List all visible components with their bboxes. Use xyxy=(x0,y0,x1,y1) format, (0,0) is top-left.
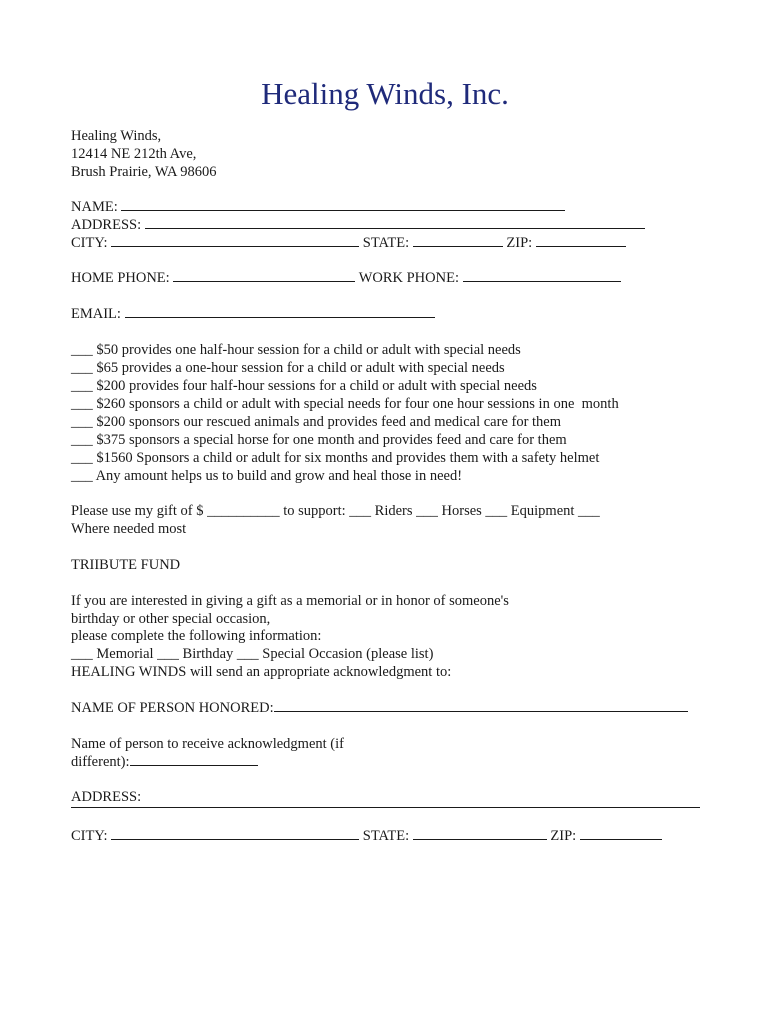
city-field[interactable] xyxy=(111,234,359,247)
tribute-heading: TRIIBUTE FUND xyxy=(71,557,181,573)
giving-option[interactable]: ___ Any amount helps us to build and grow and heal those in need! xyxy=(71,468,463,484)
honoree-state-label: STATE: xyxy=(362,828,410,844)
giving-option[interactable]: ___ $260 sponsors a child or adult with special needs for four one hour sessions in one month xyxy=(71,396,619,412)
name-label: NAME: xyxy=(71,199,118,215)
state-field[interactable] xyxy=(413,234,503,247)
city-label: CITY: xyxy=(71,235,108,251)
honoree-city-label: CITY: xyxy=(71,828,108,844)
giving-option[interactable]: ___ $1560 Sponsors a child or adult for six months and provides them with a safety helmet xyxy=(71,450,600,466)
address-row xyxy=(71,216,645,234)
gift-use-line[interactable]: Please use my gift of $ __________ to support: ___ Riders ___ Horses ___ Equipment ___ xyxy=(71,503,600,519)
org-name-line: Healing Winds, xyxy=(71,128,162,144)
honoree-city-field[interactable] xyxy=(111,827,359,840)
address-label: ADDRESS: xyxy=(71,217,142,233)
honoree-name-field[interactable] xyxy=(274,699,688,712)
ack-text-line: Name of person to receive acknowledgment (if xyxy=(71,736,344,752)
tribute-text-line: HEALING WINDS will send an appropriate acknowledgment to: xyxy=(71,664,452,680)
ack-row xyxy=(71,753,258,771)
honoree-address-label: ADDRESS: xyxy=(71,789,142,805)
name-row xyxy=(71,198,565,216)
home-phone-label: HOME PHONE: xyxy=(71,270,170,286)
page-title: Healing Winds, Inc. xyxy=(261,76,509,111)
phone-row xyxy=(71,269,621,287)
email-row xyxy=(71,305,435,323)
ack-name-field[interactable] xyxy=(130,753,258,766)
name-field[interactable] xyxy=(121,198,565,211)
honoree-name-label: NAME OF PERSON HONORED: xyxy=(71,700,274,716)
honoree-zip-label: ZIP: xyxy=(550,828,577,844)
tribute-text-line: please complete the following information: xyxy=(71,628,322,644)
org-city-line: Brush Prairie, WA 98606 xyxy=(71,164,217,180)
giving-option[interactable]: ___ $375 sponsors a special horse for one month and provides feed and care for them xyxy=(71,432,567,448)
honoree-state-field[interactable] xyxy=(413,827,547,840)
gift-use-where-needed: Where needed most xyxy=(71,521,187,537)
giving-option[interactable]: ___ $200 provides four half-hour sessions for a child or adult with special needs xyxy=(71,378,537,394)
email-label: EMAIL: xyxy=(71,306,121,322)
zip-field[interactable] xyxy=(536,234,626,247)
work-phone-field[interactable] xyxy=(463,269,621,282)
zip-label: ZIP: xyxy=(506,235,533,251)
work-phone-label: WORK PHONE: xyxy=(358,270,459,286)
giving-option[interactable]: ___ $65 provides a one-hour session for a child or adult with special needs xyxy=(71,360,505,376)
home-phone-field[interactable] xyxy=(173,269,355,282)
tribute-text-line: birthday or other special occasion, xyxy=(71,611,271,627)
giving-option[interactable]: ___ $200 sponsors our rescued animals and provides feed and medical care for them xyxy=(71,414,562,430)
honoree-address-field[interactable] xyxy=(71,807,700,808)
state-label: STATE: xyxy=(362,235,410,251)
honoree-row xyxy=(71,699,688,717)
ack-label: different): xyxy=(71,754,130,770)
tribute-type-options[interactable]: ___ Memorial ___ Birthday ___ Special Occasion (please list) xyxy=(71,646,434,662)
address-field[interactable] xyxy=(145,216,645,229)
tribute-text-line: If you are interested in giving a gift as a memorial or in honor of someone's xyxy=(71,593,509,609)
city-row xyxy=(71,234,626,252)
org-street-line: 12414 NE 212th Ave, xyxy=(71,146,197,162)
honoree-zip-field[interactable] xyxy=(580,827,662,840)
giving-option[interactable]: ___ $50 provides one half-hour session for a child or adult with special needs xyxy=(71,342,521,358)
honoree-city-row xyxy=(71,827,662,845)
email-field[interactable] xyxy=(125,305,435,318)
